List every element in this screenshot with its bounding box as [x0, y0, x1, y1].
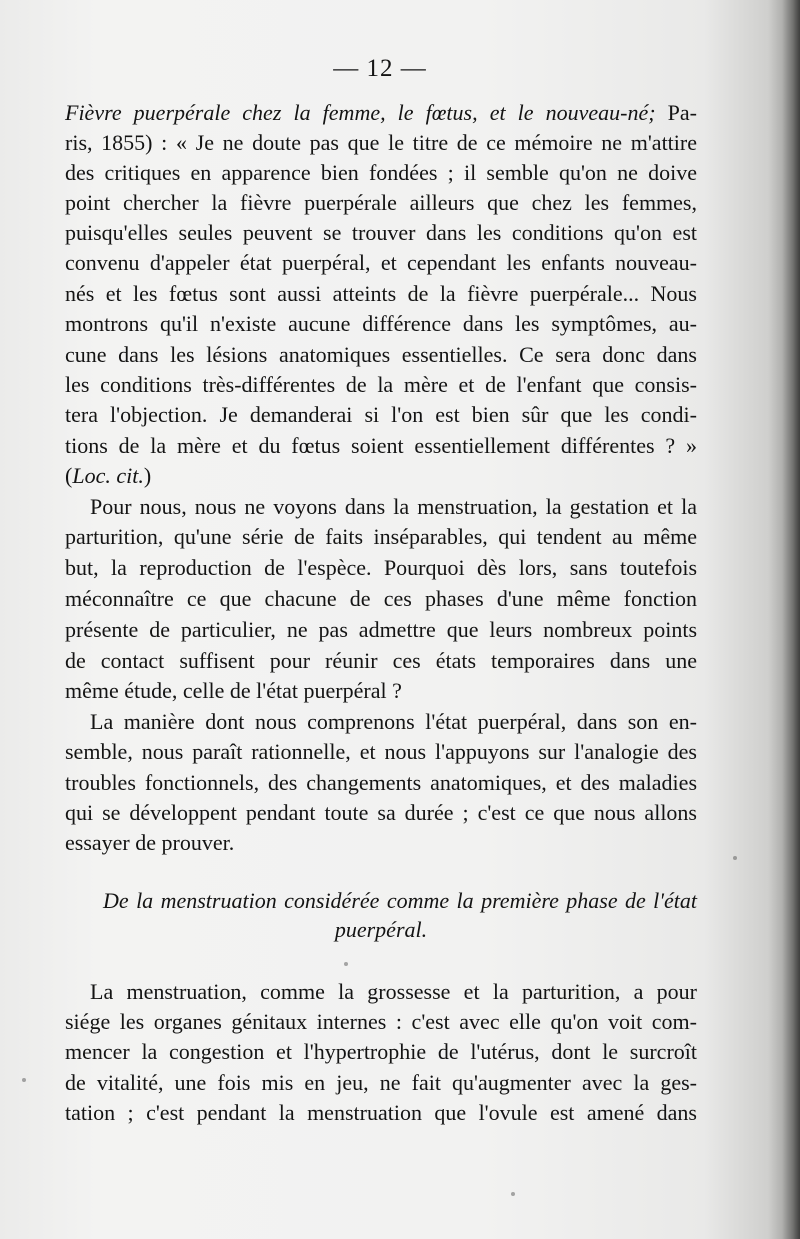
line-text: siége les organes génitaux internes : c'est avec elle qu'on voit com- — [65, 1009, 697, 1034]
text-line — [65, 461, 697, 491]
line-text: but, la reproduction de l'espèce. Pourquoi dès lors, sans toutefois — [65, 555, 697, 580]
section-heading-line — [65, 915, 697, 945]
speck-mark — [511, 1192, 515, 1196]
line-text: nés et les fœtus sont aussi atteints de la fièvre puerpérale... Nous — [65, 281, 697, 306]
line-text: tation ; c'est pendant la menstruation que l'ovule est amené dans — [65, 1100, 697, 1125]
page-edge-shadow — [782, 0, 800, 1239]
line-text: tions de la mère et du fœtus soient essentiellement différentes ? » — [65, 433, 697, 458]
text-line — [65, 400, 697, 430]
text-line — [65, 646, 697, 676]
line-text: tera l'objection. Je demanderai si l'on est bien sûr que les condi- — [65, 402, 697, 427]
line-text: ) — [143, 463, 152, 488]
italic-text: puerpéral. — [334, 917, 428, 942]
text-line — [65, 1098, 697, 1128]
text-line — [65, 340, 697, 370]
line-text: parturition, qu'une série de faits inséparables, qui tendent au même — [65, 524, 697, 549]
line-text: point chercher la fièvre puerpérale ailleurs que chez les femmes, — [65, 190, 697, 215]
italic-text: Fièvre puerpérale chez la femme, le fœtus, et le nouveau-né; — [65, 100, 656, 125]
text-line — [90, 707, 697, 737]
text-line — [90, 977, 697, 1007]
line-text: La menstruation, comme la grossesse et la parturition, a pour — [90, 979, 697, 1004]
text-line — [65, 768, 697, 798]
text-line — [65, 828, 697, 858]
line-text: montrons qu'il n'existe aucune différence dans les symptômes, au- — [65, 311, 697, 336]
line-text: convenu d'appeler état puerpéral, et cependant les enfants nouveau- — [65, 250, 697, 275]
italic-text: Loc. cit. — [72, 463, 144, 488]
text-line — [65, 279, 697, 309]
line-text: Pa- — [655, 100, 697, 125]
text-line — [65, 158, 697, 188]
text-line — [65, 248, 697, 278]
speck-mark — [733, 856, 737, 860]
text-line — [65, 218, 697, 248]
line-text: mencer la congestion et l'hypertrophie de l'utérus, dont le surcroît — [65, 1039, 697, 1064]
text-line — [65, 1037, 697, 1067]
text-line — [65, 615, 697, 645]
text-line — [65, 522, 697, 552]
text-line — [65, 128, 697, 158]
line-text: puisqu'elles seules peuvent se trouver dans les conditions qu'on est — [65, 220, 697, 245]
line-text: même étude, celle de l'état puerpéral ? — [65, 678, 402, 703]
text-line — [65, 188, 697, 218]
text-line — [90, 492, 697, 522]
text-line — [65, 370, 697, 400]
italic-text: De la menstruation considérée comme la première phase de l'état — [103, 888, 697, 913]
text-line — [65, 1007, 697, 1037]
text-line — [65, 737, 697, 767]
line-text: qui se développent pendant toute sa durée ; c'est ce que nous allons — [65, 800, 697, 825]
text-line — [65, 1068, 697, 1098]
line-text: ( — [65, 463, 73, 488]
line-text: Pour nous, nous ne voyons dans la menstruation, la gestation et la — [90, 494, 697, 519]
section-heading-line — [103, 886, 697, 916]
text-line — [65, 431, 697, 461]
page-number: — 12 — — [333, 55, 427, 82]
speck-mark — [344, 962, 348, 966]
line-text: de contact suffisent pour réunir ces états temporaires dans une — [65, 648, 697, 673]
line-text: présente de particulier, ne pas admettre que leurs nombreux points — [65, 617, 697, 642]
line-text: méconnaître ce que chacune de ces phases d'une même fonction — [65, 586, 697, 611]
text-line — [65, 309, 697, 339]
line-text: semble, nous paraît rationnelle, et nous l'appuyons sur l'analogie des — [65, 739, 697, 764]
text-line — [65, 98, 697, 128]
line-text: La manière dont nous comprenons l'état puerpéral, dans son en- — [90, 709, 697, 734]
line-text: ris, 1855) : « Je ne doute pas que le titre de ce mémoire ne m'attire — [65, 130, 697, 155]
line-text: troubles fonctionnels, des changements anatomiques, et des maladies — [65, 770, 697, 795]
text-line — [65, 798, 697, 828]
line-text: des critiques en apparence bien fondées ; il semble qu'on ne doive — [65, 160, 697, 185]
line-text: essayer de prouver. — [65, 830, 235, 855]
line-text: les conditions très-différentes de la mère et de l'enfant que consis- — [65, 372, 697, 397]
speck-mark — [22, 1078, 26, 1082]
text-line — [65, 584, 697, 614]
line-text: de vitalité, une fois mis en jeu, ne fait qu'augmenter avec la ges- — [65, 1070, 697, 1095]
line-text: cune dans les lésions anatomiques essentielles. Ce sera donc dans — [65, 342, 697, 367]
text-line — [65, 553, 697, 583]
text-line — [65, 676, 697, 706]
